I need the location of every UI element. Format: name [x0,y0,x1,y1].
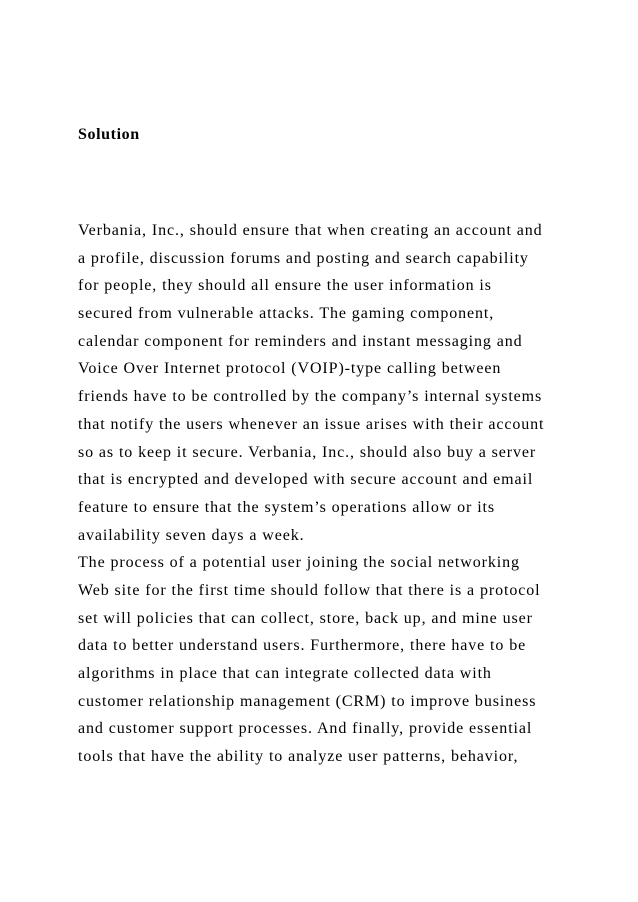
text-line: tools that have the ability to analyze user patterns, behavior, [78,748,519,766]
body-text [78,220,618,774]
text-line: and customer support processes. And finally, provide essential [78,720,533,738]
text-line: data to better understand users. Furthermore, there have to be [78,637,527,655]
text-line: customer relationship management (CRM) to improve business [78,692,537,710]
text-line: Web site for the first time should follow that there is a protocol [78,581,541,599]
text-line: that is encrypted and developed with secure account and email [78,471,534,489]
text-line: friends have to be controlled by the company’s internal systems [78,388,543,406]
text-line: feature to ensure that the system’s operations allow or its [78,498,496,516]
text-line: so as to keep it secure. Verbania, Inc., should also buy a server [78,443,537,461]
text-line: that notify the users whenever an issue arises with their account [78,415,545,433]
text-line: calendar component for reminders and instant messaging and [78,332,523,350]
text-line: set will policies that can collect, store, back up, and mine user [78,609,533,627]
text-line: Verbania, Inc., should ensure that when creating an account and [78,222,543,239]
text-line: secured from vulnerable attacks. The gaming component, [78,305,495,323]
text-line: for people, they should all ensure the user information is [78,277,492,295]
text-line: Voice Over Internet protocol (VOIP)-type calling between [78,360,502,378]
text-line: availability seven days a week. [78,526,305,544]
section-heading: Solution [78,126,140,143]
text-line: a profile, discussion forums and posting and search capability [78,249,529,267]
text-line: The process of a potential user joining the social networking [78,554,520,572]
text-line: algorithms in place that can integrate collected data with [78,665,492,682]
